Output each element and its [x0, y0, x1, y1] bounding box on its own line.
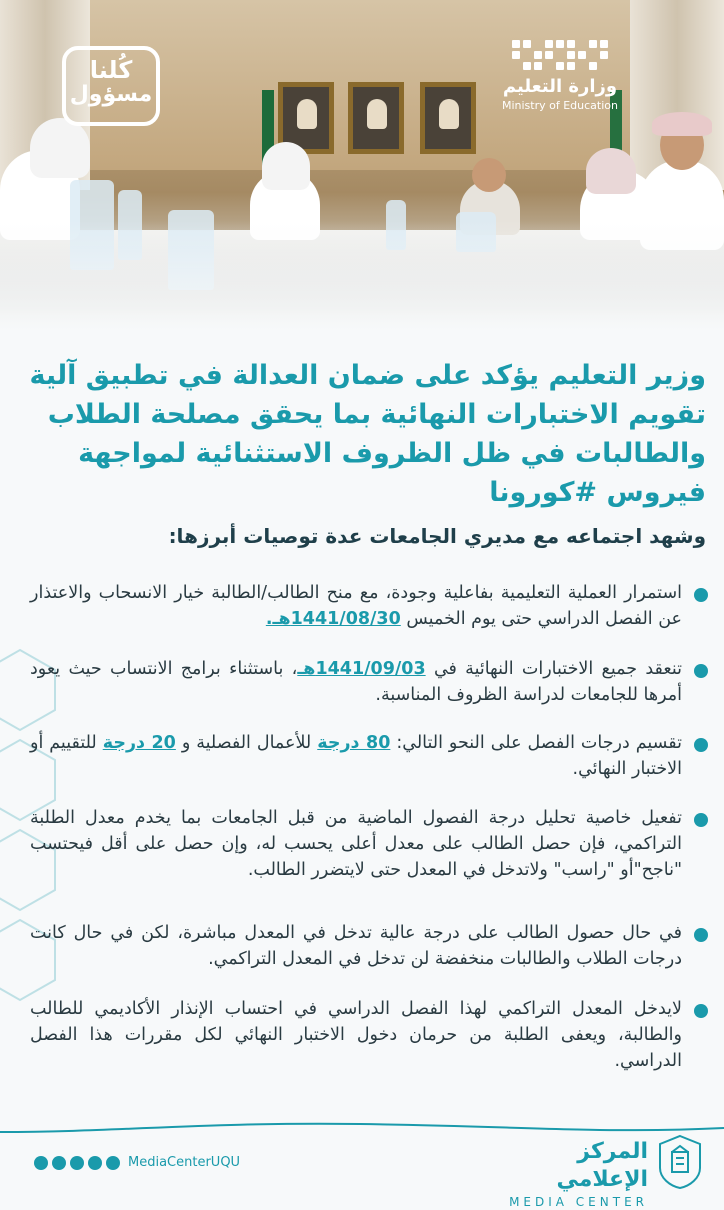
- headline: وزير التعليم يؤكد على ضمان العدالة في تطبيق آلية تقويم الاختبارات النهائية بما يحقق مصلحة الطلاب والطالبات في ظل الظروف الاستثنائية لمواجهة فيروس #كورونا: [29, 360, 706, 508]
- highlight-date: 1441/09/03هـ: [297, 659, 426, 679]
- highlight-grade: 80 درجة: [317, 733, 391, 753]
- list-item: [30, 996, 708, 1074]
- person-headwear: [262, 142, 310, 190]
- social-icons: [34, 1156, 120, 1170]
- ministry-logo: [490, 40, 630, 130]
- campaign-logo-line1: كُلنا: [89, 56, 133, 84]
- list-item-text: في حال حصول الطالب على درجة عالية تدخل في المعدل مباشرة، لكن في حال كانت درجات الطلاب والطالبات منخفضة لن تدخل في المعدل التراكمي.: [30, 923, 682, 969]
- ministry-name-en: Ministry of Education: [501, 99, 618, 112]
- portrait-frame: [348, 82, 404, 154]
- twitter-icon[interactable]: [34, 1156, 48, 1170]
- bullet-icon: [694, 588, 708, 602]
- list-item-text-part: تنعقد جميع الاختبارات النهائية في: [425, 659, 682, 679]
- highlight-date: 1441/08/30هـ.: [265, 609, 401, 629]
- person-head: [472, 158, 506, 192]
- list-item-text: [30, 730, 682, 782]
- list-item-text: [30, 580, 682, 632]
- person-headwear: [30, 118, 90, 178]
- youtube-icon[interactable]: [88, 1156, 102, 1170]
- media-center-name-en: MEDIA CENTER: [509, 1195, 648, 1209]
- intro-text: وشهد اجتماعه مع مديري الجامعات عدة توصيات أبرزها:: [168, 524, 706, 548]
- list-item-text-part: تقسيم درجات الفصل على النحو التالي:: [390, 733, 683, 753]
- bullet-icon: [694, 928, 708, 942]
- instagram-icon[interactable]: [52, 1156, 66, 1170]
- list-item-text-part: للتقييم أو الاختبار النهائي.: [30, 733, 682, 779]
- ministry-logo-mark: [505, 40, 615, 70]
- list-item-text-part: استمرار العملية التعليمية بفاعلية وجودة، مع منح الطالب/الطالبة خيار الانسحاب والاعتذار عن الفصل الدراسي حتى يوم الخميس: [30, 583, 682, 629]
- person-headwear: [586, 148, 636, 194]
- list-item-text: لايدخل المعدل التراكمي لهذا الفصل الدراسي في احتساب الإنذار الأكاديمي للطالب والطالبة، ويعفى الطلبة من حرمان دخول الاختبار النهائي لكل مقررات هذا الفصل الدراسي.: [30, 999, 682, 1071]
- snapchat-icon[interactable]: [106, 1156, 120, 1170]
- highlight-grade: 20 درجة: [102, 733, 176, 753]
- list-item-text-part: للأعمال الفصلية و: [175, 733, 318, 753]
- list-item: [30, 656, 708, 708]
- campaign-logo: [62, 46, 160, 126]
- ministry-name-ar: وزارة التعليم: [502, 76, 618, 97]
- list-item-text: تفعيل خاصية تحليل درجة الفصول الماضية من قبل الجامعات بما يخدم معدل الطلبة التراكمي، فإن حصل الطالب على معدل أعلى يحسب له، وإن حصل على أقل فيحتسب "ناجح"أو "راسب" ولاتدخل في المعدل حتى لايتضرر الطالب.: [30, 808, 682, 880]
- list-item-text: [30, 656, 682, 708]
- social-handle[interactable]: MediaCenterUQU: [128, 1155, 241, 1170]
- footer-wave-line: [0, 1118, 724, 1138]
- campaign-logo-line2: مسؤول: [69, 82, 153, 108]
- list-item-text-part: ، باستثناء برامج الانتساب حيث يعود أمرها للجامعات لدراسة الظروف المناسبة.: [30, 659, 682, 705]
- bullet-icon: [694, 738, 708, 752]
- photo-fade: [0, 220, 724, 350]
- university-emblem-icon: [656, 1134, 704, 1190]
- bullet-icon: [694, 664, 708, 678]
- list-item: [30, 920, 708, 972]
- media-center-logo: [488, 1138, 648, 1209]
- facebook-icon[interactable]: [70, 1156, 84, 1170]
- person-headwear: [652, 112, 712, 136]
- media-center-name-ar: المركز الإعلامي: [556, 1139, 648, 1192]
- portrait-frame: [420, 82, 476, 154]
- list-item: [30, 580, 708, 632]
- bullet-icon: [694, 813, 708, 827]
- list-item: [30, 730, 708, 782]
- bullet-icon: [694, 1004, 708, 1018]
- list-item: [30, 805, 708, 883]
